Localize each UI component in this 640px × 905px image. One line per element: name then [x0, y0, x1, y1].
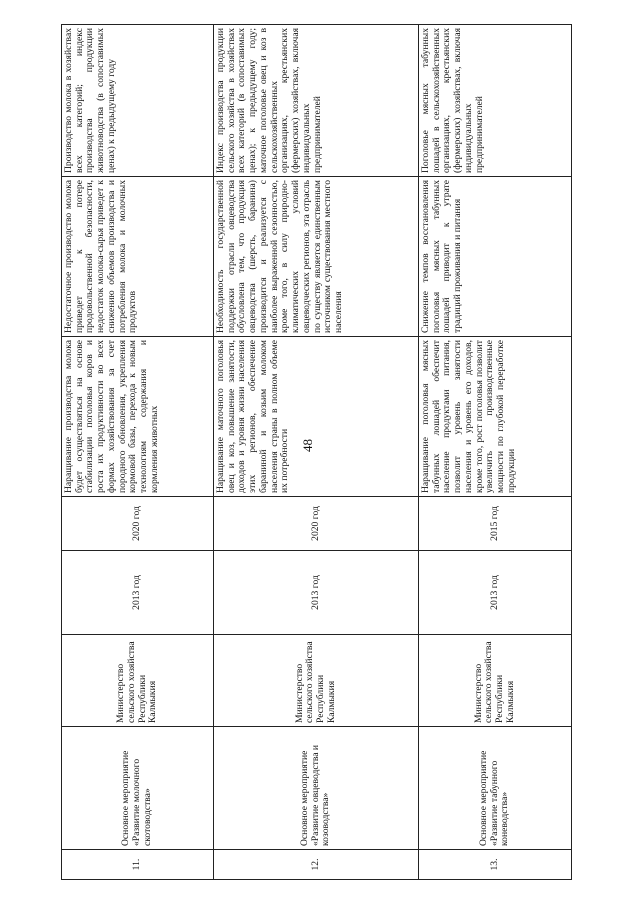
row-number: 12. [214, 850, 419, 880]
executor: Министерство сельского хозяйства Республики Калмыкия [214, 635, 419, 727]
table-row [419, 25, 572, 880]
expected-result: Наращивание маточного поголовья овец и коз, повышение занятости, доходов и уровня жизни населения этих регионов, обеспечение бараниной и козьим молоком населения страны в полном объеме их потребности [214, 337, 419, 497]
page-number: 48 [300, 439, 315, 452]
rotated-table-container [61, 25, 571, 880]
table-row [62, 25, 214, 880]
measure-name: Основное мероприятие «Развитие табунного коневодства» [419, 727, 572, 850]
measures-table [61, 24, 572, 880]
measure-name: Основное мероприятие «Развитие молочного скотоводства» [62, 727, 214, 850]
consequences: Необходимость государственной поддержки отрасли овцеводства обусловлена тем, что продукция овцеводства (шерсть, баранина) производится и реализуется с наиболее выраженной сезонностью, кроме того, в силу природно-климатических условий овцеводческих регионов, эта отрасль по существу является единственным источником существования местного населения [214, 177, 419, 337]
end-year: 2020 год [62, 497, 214, 551]
executor: Министерство сельского хозяйства Республики Калмыкия [419, 635, 572, 727]
consequences: Недостаточное производство молока приведет к потере продовольственной безопасности, недостаток молока-сырья приведет к снижению объемов производства и потребления молока и молочных продуктов [62, 177, 214, 337]
start-year: 2013 год [419, 551, 572, 635]
expected-result: Наращивание поголовья мясных табунных лошадей обеспечит население продуктами питания, позволит уровень занятости населения и уровень его доходов, кроме того, рост поголовья позволит увеличить производственные мощности по глубокой переработке продукции [419, 337, 572, 497]
start-year: 2013 год [214, 551, 419, 635]
indicators: Индекс производства продукции сельского хозяйства в хозяйствах всех категорий (в сопоставимых ценах); к предыдущему году; маточное поголовье овец и коз в сельскохозяйственных организациях, крестьянских (фермерских) хозяйствах, включая индивидуальных предпринимателей [214, 25, 419, 177]
expected-result: Наращивание производства молока будет осуществляться на основе стабилизации поголовья коров и роста их продуктивности во всех формах хозяйствования за счет породного обновления, укрепления кормовой базы, перехода к новым технологиям содержания и кормления животных [62, 337, 214, 497]
indicators: Производство молока в хозяйствах всех категорий; индекс производства продукции животноводства (в сопоставимых ценах) к предыдущему году [62, 25, 214, 177]
indicators: Поголовье мясных табунных лошадей в сельскохозяйственных организациях, крестьянских (фермерских) хозяйствах, включая индивидуальных предпринимателей [419, 25, 572, 177]
executor: Министерство сельского хозяйства Республики Калмыкия [62, 635, 214, 727]
consequences: Снижение темпов восстановления поголовья мясных табунных лошадей приводит к утрате традиций проживания и питания [419, 177, 572, 337]
end-year: 2020 год [214, 497, 419, 551]
row-number: 13. [419, 850, 572, 880]
end-year: 2015 год [419, 497, 572, 551]
start-year: 2013 год [62, 551, 214, 635]
measure-name: Основное мероприятие «Развитие овцеводства и козоводства» [214, 727, 419, 850]
table-row [214, 25, 419, 880]
row-number: 11. [62, 850, 214, 880]
